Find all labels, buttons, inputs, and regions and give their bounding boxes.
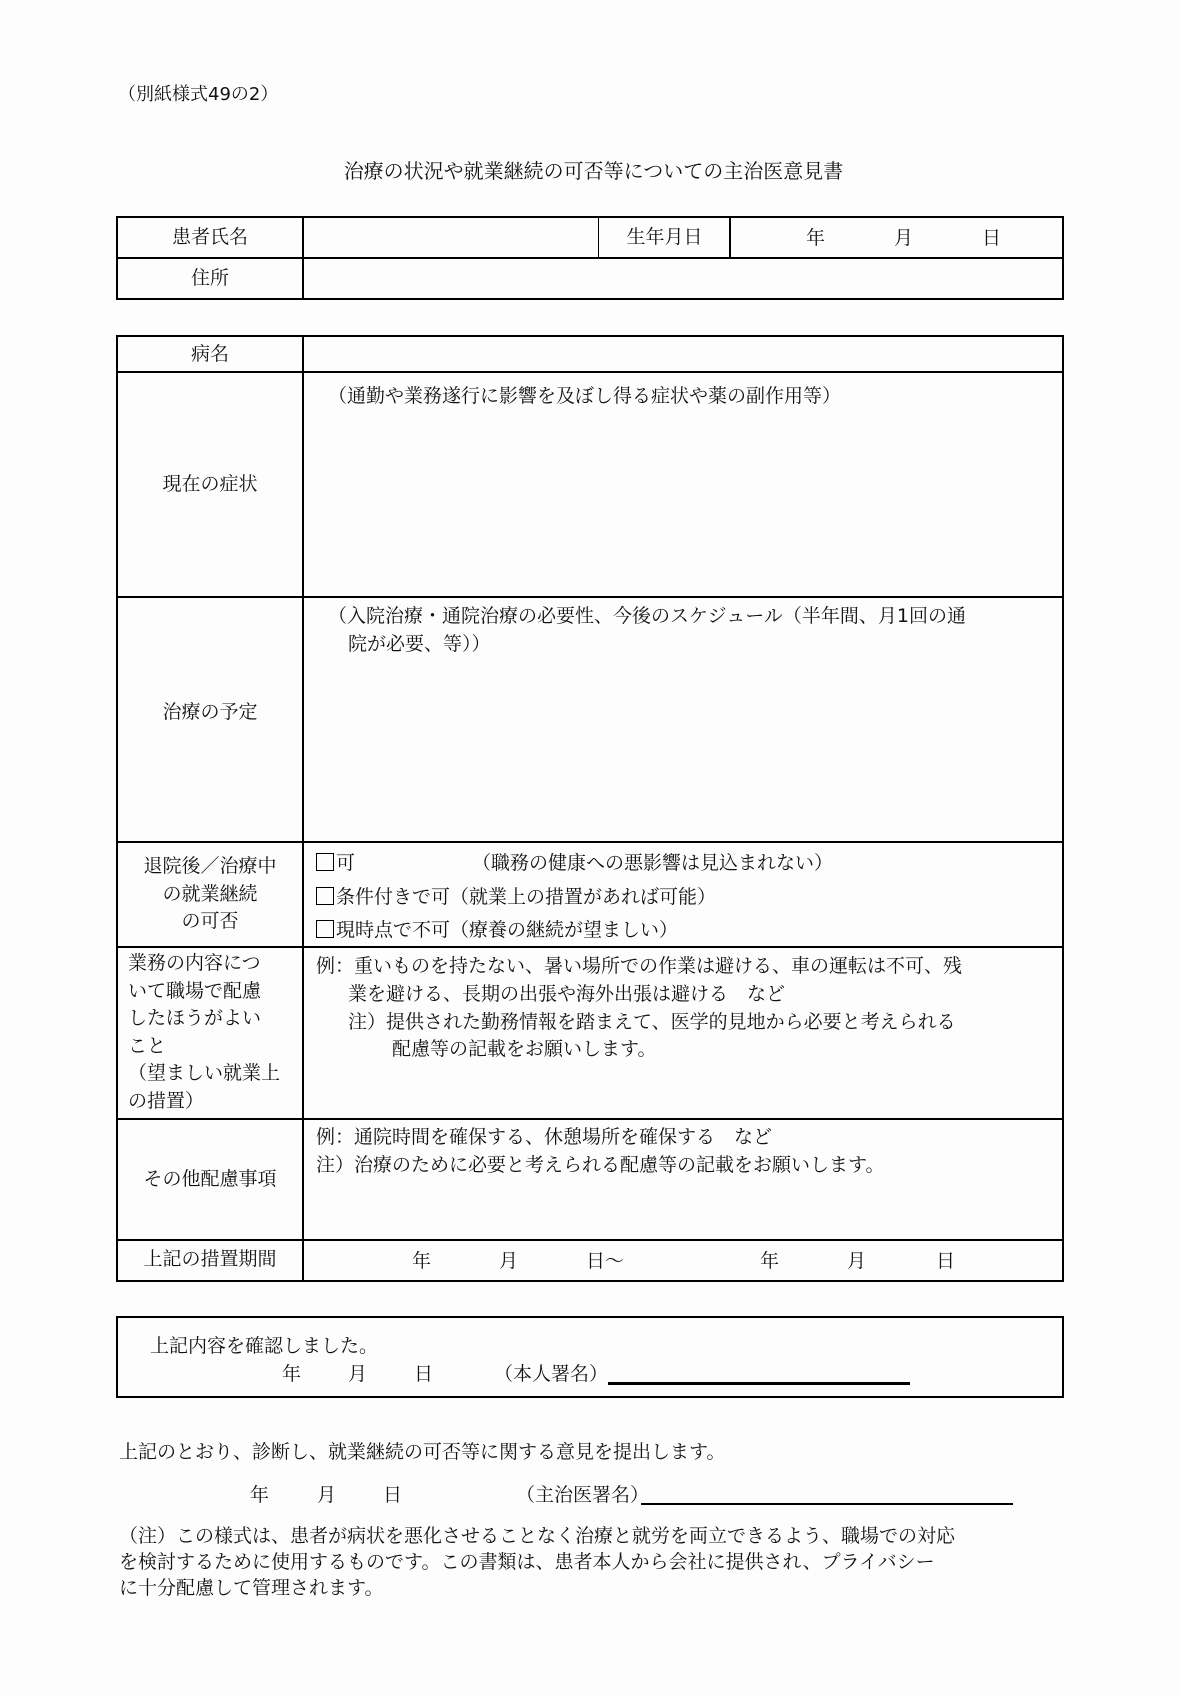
treatment-plan-field[interactable] <box>304 598 1062 841</box>
option-conditional[interactable] <box>316 882 716 909</box>
other-example: 例：通院時間を確保する、休憩場所を確保する など <box>316 1126 773 1148</box>
document-title: 治療の状況や就業継続の可否等についての主治医意見書 <box>343 159 844 183</box>
period-field[interactable] <box>304 1241 1062 1280</box>
confirmation-month: 月 <box>348 1363 368 1385</box>
option-possible-note: （職務の健康への悪影響は見込まれない） <box>472 852 834 874</box>
checkbox-possible[interactable] <box>316 853 334 871</box>
patient-name-label: 患者氏名 <box>171 226 248 248</box>
confirmation-year: 年 <box>282 1363 302 1385</box>
confirmation-day: 日 <box>414 1363 434 1385</box>
period-from-year: 年 <box>412 1250 432 1272</box>
option-not-possible-label: 現時点で不可（療養の継続が望ましい） <box>336 919 679 941</box>
doctor-month: 月 <box>317 1484 337 1506</box>
patient-signature-label: （本人署名） <box>494 1363 609 1385</box>
option-possible[interactable] <box>316 848 355 875</box>
dob-field[interactable] <box>732 218 1062 257</box>
work-continuation-label-line3: の可否 <box>181 910 239 932</box>
symptoms-hint: （通勤や業務遂行に影響を及ぼし得る症状や薬の副作用等） <box>328 385 842 407</box>
treatment-plan-hint-line2: 院が必要、等）） <box>348 633 491 655</box>
option-conditional-label: 条件付きで可（就業上の措置があれば可能） <box>336 886 717 908</box>
footnote-line2: を検討するために使用するものです。この書類は、患者本人から会社に提供され、プライバシー <box>119 1551 935 1573</box>
address-field[interactable] <box>310 263 1055 293</box>
workplace-note-line2: 配慮等の記載をお願いします。 <box>392 1038 657 1060</box>
other-note: 注）治療のために必要と考えられる配慮等の記載をお願いします。 <box>316 1154 885 1176</box>
doctor-signature-field[interactable] <box>641 1480 1013 1505</box>
doctor-statement-text: 上記のとおり、診断し、就業継続の可否等に関する意見を提出します。 <box>119 1441 726 1463</box>
checkbox-not-possible[interactable] <box>316 920 334 938</box>
checkbox-conditional[interactable] <box>316 887 334 905</box>
period-to-month: 月 <box>847 1250 867 1272</box>
period-from-month: 月 <box>499 1250 519 1272</box>
period-from-day: 日～ <box>586 1250 625 1272</box>
workplace-example-line1: 例：重いものを持たない、暑い場所での作業は避ける、車の運転は不可、残 <box>316 955 963 977</box>
symptoms-label: 現在の症状 <box>162 473 258 495</box>
doctor-signature-label: （主治医署名） <box>516 1484 650 1506</box>
dob-year-unit: 年 <box>806 227 826 249</box>
other-considerations-field[interactable] <box>304 1120 1062 1239</box>
other-considerations-label: その他配慮事項 <box>143 1168 277 1190</box>
work-continuation-label-line1: 退院後／治療中 <box>143 855 277 877</box>
dob-month-unit: 月 <box>894 227 914 249</box>
confirmation-text: 上記内容を確認しました。 <box>150 1335 379 1357</box>
work-continuation-label-line2: の就業継続 <box>162 883 258 905</box>
footnote-line3: に十分配慮して管理されます。 <box>119 1577 384 1599</box>
option-possible-label: 可 <box>336 852 356 874</box>
address-label: 住所 <box>190 267 229 289</box>
symptoms-field[interactable] <box>304 373 1062 596</box>
workplace-note-line1: 注）提供された勤務情報を踏まえて、医学的見地から必要と考えられる <box>348 1011 956 1033</box>
disease-field[interactable] <box>310 340 1055 368</box>
doctor-year: 年 <box>250 1484 270 1506</box>
dob-label: 生年月日 <box>626 226 703 248</box>
doctor-day: 日 <box>383 1484 403 1506</box>
period-label: 上記の措置期間 <box>143 1248 277 1270</box>
footnote-line1: （注）この様式は、患者が病状を悪化させることなく治療と就労を両立できるよう、職場での対応 <box>119 1525 956 1547</box>
treatment-plan-hint-line1: （入院治療・通院治療の必要性、今後のスケジュール（半年間、月1回の通 <box>328 605 966 627</box>
workplace-considerations-label: 業務の内容につ いて職場で配慮 したほうがよい こと （望ましい就業上 の措置） <box>128 952 281 1112</box>
confirmation-box <box>116 1316 1064 1398</box>
workplace-example-line2: 業を避ける、長期の出張や海外出張は避ける など <box>348 983 786 1005</box>
workplace-considerations-field[interactable] <box>304 948 1062 1118</box>
disease-label: 病名 <box>190 343 229 365</box>
period-to-year: 年 <box>760 1250 780 1272</box>
option-not-possible[interactable] <box>316 915 678 942</box>
patient-name-field[interactable] <box>310 222 595 252</box>
patient-signature-field[interactable] <box>608 1358 910 1385</box>
form-code: （別紙様式49の2） <box>118 84 279 105</box>
dob-day-unit: 日 <box>982 227 1002 249</box>
period-to-day: 日 <box>936 1250 956 1272</box>
treatment-plan-label: 治療の予定 <box>162 701 258 723</box>
